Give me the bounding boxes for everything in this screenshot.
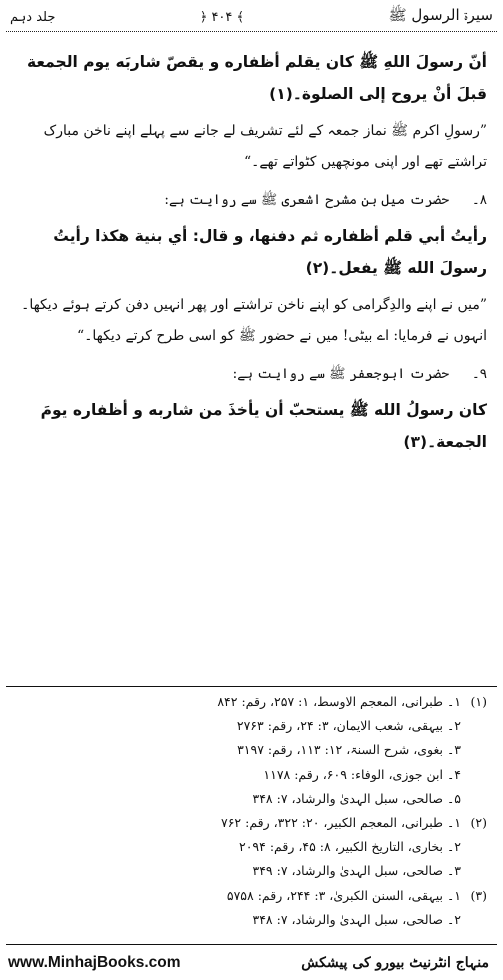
website-link[interactable]: www.MinhajBooks.com (8, 954, 181, 971)
narration-text: حضرت میل بن مشرح اشعری ﷺ سے روایت ہے: (164, 192, 449, 208)
footnote-reference: ۱۔ طبرانی، المعجم الکبیر، ۲۰: ۳۲۲، رقم: ۷۶۲ (220, 815, 461, 831)
urdu-translation-1: ”رسولِ اکرم ﷺ نماز جمعہ کے لئے تشریف لے جانے سے پہلے اپنے ناخن مبارک تراشتے تھے اور اپنی مونچھیں کٹواتے تھے۔“ (43, 123, 487, 170)
narration-9 (14, 360, 487, 388)
book-title: سیرۃ الرسول ﷺ (388, 6, 493, 24)
volume-label: جلد دہم (10, 9, 56, 25)
narration-text: حضرت ابوجعفر ﷺ سے روایت ہے: (232, 366, 449, 382)
footnote-reference: ۳۔ صالحی، سبل الہدیٰ والرشاد، ۷: ۳۴۹ (252, 863, 461, 879)
footnote-group-3 (40, 884, 487, 932)
arabic-hadith-3: كان رسولُ الله ﷺ يستحبّ أن يأخذَ من شاربه و أظفاره يومَ الجمعة۔(۳) (40, 401, 487, 451)
page-footer (8, 950, 489, 976)
narration-number: ۸۔ (471, 192, 487, 208)
publisher-credit: منہاج انٹرنیٹ بیورو کی پیشکش (301, 955, 489, 971)
footnote-divider (6, 686, 497, 687)
footnote-reference: ۴۔ ابن جوزی، الوفاء: ۶۰۹، رقم: ۱۱۷۸ (263, 766, 461, 782)
footnotes (40, 690, 487, 932)
footnote-reference: ۲۔ بیہقی، شعب الایمان، ۳: ۲۴، رقم: ۲۷۶۳ (236, 718, 461, 734)
arabic-hadith-1: أنّ رسولَ اللهِ ﷺ كان يقلم أظفاره و يقصّ شاربَه يوم الجمعة قبلَ أنْ يروح إلى الصلوة۔(۱) (26, 53, 487, 103)
footnote-reference: ۲۔ صالحی، سبل الہدیٰ والرشاد، ۷: ۳۴۸ (252, 911, 461, 927)
main-text (14, 46, 487, 458)
footnote-number: (۳) (470, 887, 487, 903)
footnote-reference: ۱۔ بیہقی، السنن الکبریٰ، ۳: ۲۴۴، رقم: ۵۷۵۸ (226, 887, 461, 903)
footnote-group-1 (40, 690, 487, 811)
running-header (10, 6, 493, 28)
footnote-reference: ۳۔ بغوی، شرح السنۃ، ۱۲: ۱۱۳، رقم: ۳۱۹۷ (237, 742, 461, 758)
footnote-reference: ۲۔ بخاری، التاریخ الکبیر، ۸: ۴۵، رقم: ۲۰۹۴ (239, 839, 461, 855)
page-number: ﴿ ۴۰۴ ﴾ (199, 9, 245, 25)
header-divider (6, 31, 497, 32)
footnote-number: (۱) (470, 694, 487, 709)
footnote-group-2 (40, 811, 487, 884)
arabic-hadith-2: رأيتُ أبي قلم أظفاره ثم دفنها، و قال: أي بنية هكذا رأيتُ رسولَ الله ﷺ يفعل۔(۲) (53, 227, 487, 277)
footnote-reference: ۵۔ صالحی، سبل الہدیٰ والرشاد، ۷: ۳۴۸ (252, 790, 461, 806)
narration-number: ۹۔ (471, 366, 487, 382)
narration-8 (14, 186, 487, 214)
urdu-translation-2: ”میں نے اپنے والدِگرامی کو اپنے ناخن تراشتے اور پھر انہیں دفن کرتے ہوئے دیکھا۔ انہوں نے فرمایا: اے بیٹی! میں نے حضور ﷺ کو اسی طرح کرتے دیکھا۔“ (21, 297, 487, 344)
footer-divider (6, 944, 497, 945)
footnote-reference: ۱۔ طبرانی، المعجم الاوسط، ۱: ۲۵۷، رقم: ۸۴۲ (217, 694, 461, 709)
footnote-number: (۲) (470, 815, 487, 831)
